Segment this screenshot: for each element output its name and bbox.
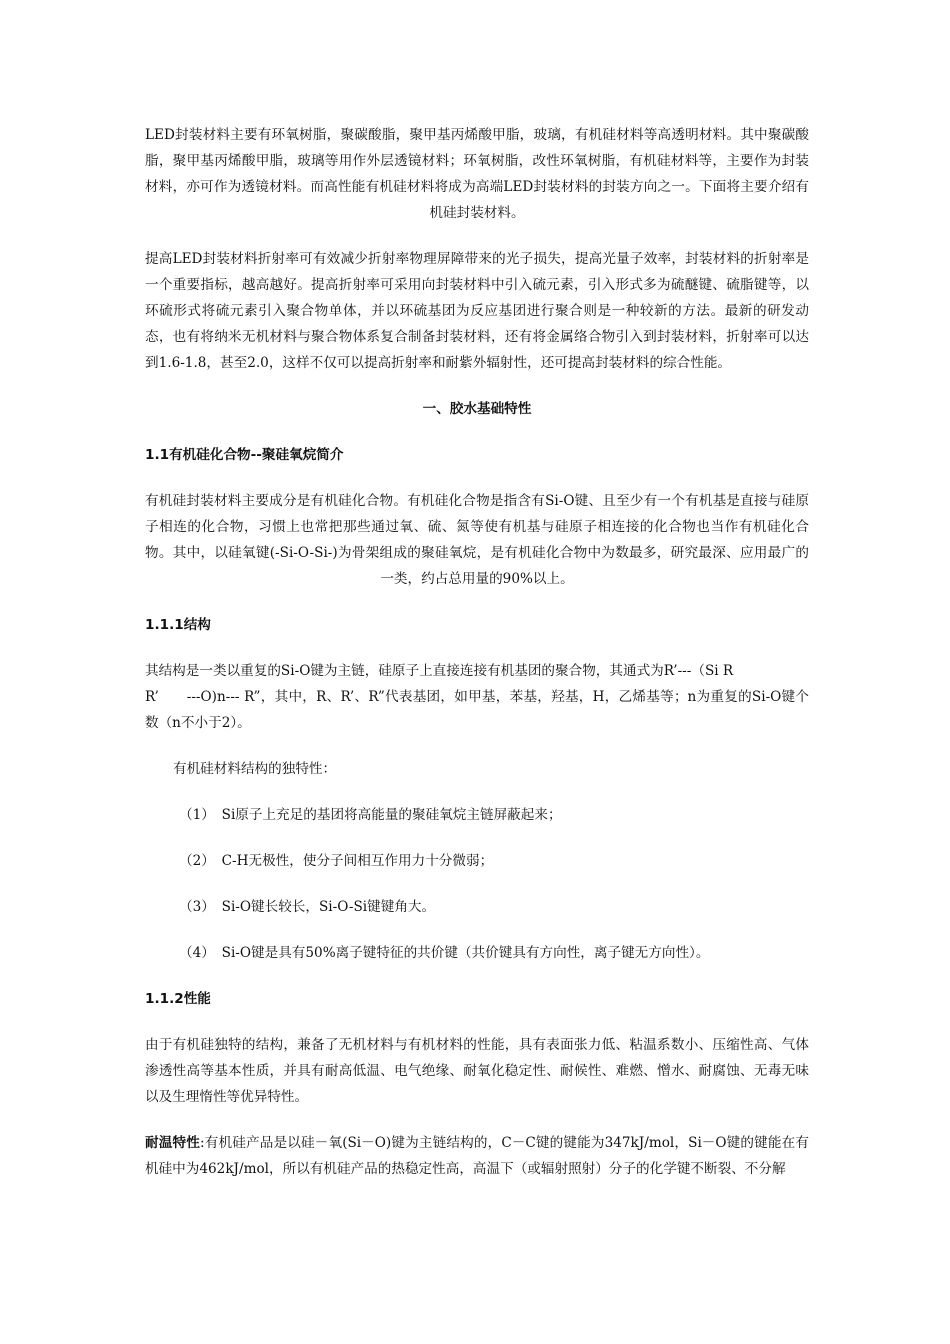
structure-line-1: 其结构是一类以重复的Si-O键为主链，硅原子上直接连接有机基团的聚合物，其通式为R’---（Si R: [145, 663, 734, 679]
uniqueness-intro: 有机硅材料结构的独特性：: [173, 761, 337, 777]
list-item: （3） Si-O键长较长，Si-O-Si键键角大。: [179, 899, 436, 915]
subsection-heading-1-1: 1.1有机硅化合物--聚硅氧烷简介: [145, 447, 344, 463]
refraction-paragraph: 提高LED封装材料折射率可有效减少折射率物理屏障带来的光子损失，提高光量子效率，封装材料的折射率是一个重要指标，越高越好。提高折射率可采用向封装材料中引入硫元素，引入形式多为硫醚键、硫脂键等，以环硫形式将硫元素引入聚合物单体，并以环硫基团为反应基团进行聚合则是一种较新的方法。最新的研发动态，也有将纳米无机材料与聚合物体系复合制备封装材料，还有将金属络合物引入到封装材料，折射率可以达到1.6-1.8，甚至2.0，这样不仅可以提高折射率和耐紫外辐射性，还可提高封装材料的综合性能。: [145, 251, 809, 371]
property-paragraph: 由于有机硅独特的结构，兼备了无机材料与有机材料的性能，具有表面张力低、粘温系数小、压缩性高、气体渗透性高等基本性质，并具有耐高低温、电气绝缘、耐氧化稳定性、耐候性、难燃、憎水、耐腐蚀、无毒无味以及生理惰性等优异特性。: [145, 1037, 809, 1105]
subsection-heading-1-1-2: 1.1.2性能: [145, 991, 211, 1007]
structure-line-2: R’ ---O)n--- R”，其中，R、R’、R”代表基团，如甲基，苯基，羟基，H，乙烯基等；n为重复的Si-O键个数（n不小于2）。: [145, 689, 809, 731]
document-page: [145, 122, 809, 1182]
heat-resistance-paragraph: [145, 1130, 809, 1182]
section-heading: 一、胶水基础特性: [422, 401, 532, 417]
list-item: （2） C-H无极性，使分子间相互作用力十分微弱；: [179, 853, 494, 869]
intro-paragraph: LED封装材料主要有环氧树脂，聚碳酸脂，聚甲基丙烯酸甲脂，玻璃，有机硅材料等高透明材料。其中聚碳酸脂，聚甲基丙烯酸甲脂，玻璃等用作外层透镜材料；环氧树脂，改性环氧树脂，有机硅材料等，主要作为封装材料，亦可作为透镜材料。而高性能有机硅材料将成为高端LED封装材料的封装方向之一。下面将主要介绍有机硅封装材料。: [145, 127, 809, 221]
heat-resistance-label: 耐温特性: [145, 1135, 200, 1151]
list-item: （1） Si原子上充足的基团将高能量的聚硅氧烷主链屏蔽起来；: [179, 807, 562, 823]
subsection-heading-1-1-1: 1.1.1结构: [145, 617, 211, 633]
silicone-intro-paragraph: 有机硅封装材料主要成分是有机硅化合物。有机硅化合物是指含有Si-O键、且至少有一个有机基是直接与硅原子相连的化合物，习惯上也常把那些通过氧、硫、氮等使有机基与硅原子相连接的化合物也当作有机硅化合物。其中，以硅氧键(-Si-O-Si-)为骨架组成的聚硅氧烷，是有机硅化合物中为数最多，研究最深、应用最广的一类，约占总用量的90%以上。: [145, 493, 809, 587]
heat-resistance-text: :有机硅产品是以硅－氧(Si－O)键为主链结构的，C－C键的键能为347kJ/mol，Si－O键的键能在有机硅中为462kJ/mol，所以有机硅产品的热稳定性高，高温下（或辐射照射）分子的化学键不断裂、不分解: [145, 1135, 810, 1177]
list-item: （4） Si-O键是具有50%离子键特征的共价键（共价键具有方向性，离子键无方向性）。: [179, 945, 710, 961]
